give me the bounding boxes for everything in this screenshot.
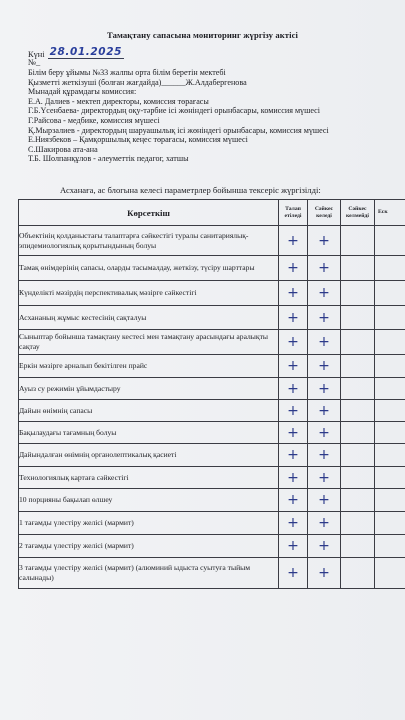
not-complies-cell xyxy=(341,330,375,355)
handwritten-plus-mark: + xyxy=(318,232,330,249)
number-line: №_ xyxy=(28,58,41,67)
complies-cell xyxy=(308,489,341,512)
required-cell xyxy=(279,558,308,589)
note-cell xyxy=(375,558,405,589)
info-line: С.Шакирова ата-ана xyxy=(28,144,98,154)
criterion-cell: Технологиялық картаға сәйкестігі xyxy=(19,467,279,489)
info-line: Г.Райсова - медбике, комиссия мүшесі xyxy=(28,115,160,125)
note-cell xyxy=(375,400,405,422)
required-cell xyxy=(279,489,308,512)
date-value: 28.01.2025 xyxy=(49,46,123,58)
criterion-cell: Асхананың жұмыс кестесінің сақталуы xyxy=(19,306,279,330)
table-row xyxy=(19,444,405,467)
complies-cell xyxy=(308,535,341,558)
note-cell xyxy=(375,467,405,489)
table-header-row xyxy=(19,200,405,226)
handwritten-plus-mark: + xyxy=(318,469,330,486)
handwritten-plus-mark: + xyxy=(287,309,299,326)
not-complies-cell xyxy=(341,378,375,400)
handwritten-plus-mark: + xyxy=(287,260,299,276)
required-cell xyxy=(279,512,308,535)
complies-cell xyxy=(308,378,341,400)
info-line: Е.А. Далиев - мектеп директоры, комиссия төрағасы xyxy=(28,96,209,106)
handwritten-plus-mark: + xyxy=(287,538,299,554)
criterion-cell: 2 тағамды үлестіру желісі (мармит) xyxy=(19,535,279,558)
handwritten-plus-mark: + xyxy=(318,260,330,276)
required-cell xyxy=(279,422,308,444)
date-line xyxy=(28,46,124,59)
required-cell xyxy=(279,355,308,378)
criterion-cell: 1 тағамды үлестіру желісі (мармит) xyxy=(19,512,279,535)
note-cell xyxy=(375,281,405,306)
note-cell xyxy=(375,256,405,281)
handwritten-plus-mark: + xyxy=(318,565,330,581)
not-complies-cell xyxy=(341,467,375,489)
info-line: Т.Б. Шолпанқұлов - әлеуметтік педагог, хатшы xyxy=(28,154,189,164)
complies-cell xyxy=(308,330,341,355)
complies-cell xyxy=(308,467,341,489)
note-cell xyxy=(375,489,405,512)
handwritten-plus-mark: + xyxy=(318,515,330,531)
commission-info xyxy=(28,68,329,164)
table-row xyxy=(19,512,405,535)
info-line: Е.Ниязбеков – Қамқоршылық кеңес төрағасы, комиссия мүшесі xyxy=(28,135,248,145)
complies-cell xyxy=(308,355,341,378)
info-line: Қызметті жеткізуші (болған жағдайда)______Ж.Алдабергенова xyxy=(28,77,247,87)
complies-cell xyxy=(308,256,341,281)
handwritten-plus-mark: + xyxy=(287,565,299,581)
criterion-cell: Объектінің қолданыстағы талаптарға сәйкестігі туралы санитариялық-эпидемиологиялық қорытындының болуы xyxy=(19,226,279,256)
table-row xyxy=(19,422,405,444)
criterion-cell: 10 порцияны бақылап өлшеу xyxy=(19,489,279,512)
info-line: Г.Б.Үсенбаева- директордың оқу-тәрбие ісі жөніндегі орынбасары, комиссия мүшесі xyxy=(28,106,320,116)
info-line: Қ.Мырзалиев - директордың шаруашылық ісі жөніндегі орынбасары, комиссия мүшесі xyxy=(28,125,329,135)
complies-cell xyxy=(308,422,341,444)
info-line: Білім беру ұйымы №33 жалпы орта білім беретін мектебі xyxy=(28,68,226,77)
note-cell xyxy=(375,306,405,330)
handwritten-plus-mark: + xyxy=(287,285,299,301)
table-row xyxy=(19,535,405,558)
handwritten-plus-mark: + xyxy=(287,358,299,374)
document-title: Тамақтану сапасына мониторинг жүргізу актісі xyxy=(106,30,298,40)
handwritten-plus-mark: + xyxy=(287,469,299,486)
criterion-cell: Бақылаудағы тағамның болуы xyxy=(19,422,279,444)
criterion-cell: 3 тағамды үлестіру желісі (мармит) (алюминий ыдыста суытуға тыйым салынады) xyxy=(19,558,279,589)
not-complies-cell xyxy=(341,422,375,444)
date-label: Күні xyxy=(28,50,45,59)
note-cell xyxy=(375,378,405,400)
inspection-table xyxy=(18,199,405,589)
handwritten-plus-mark: + xyxy=(287,447,299,463)
table-row xyxy=(19,489,405,512)
table-row xyxy=(19,378,405,400)
handwritten-plus-mark: + xyxy=(318,402,330,419)
table-row xyxy=(19,400,405,422)
note-cell xyxy=(375,330,405,355)
criterion-cell: Сыныптар бойынша тамақтану кестесі мен тамақтану арасындағы аралықты сақтау xyxy=(19,330,279,355)
handwritten-plus-mark: + xyxy=(318,334,330,350)
header-note: Еск xyxy=(375,200,405,226)
handwritten-plus-mark: + xyxy=(287,515,299,531)
handwritten-plus-mark: + xyxy=(287,402,299,419)
handwritten-plus-mark: + xyxy=(318,492,330,508)
not-complies-cell xyxy=(341,355,375,378)
required-cell xyxy=(279,535,308,558)
handwritten-plus-mark: + xyxy=(287,232,299,249)
handwritten-plus-mark: + xyxy=(287,334,299,350)
header-complies: Сәйкес келеді xyxy=(308,200,341,226)
info-line: Мынадай құрамдағы комиссия: xyxy=(28,87,137,97)
required-cell xyxy=(279,400,308,422)
required-cell xyxy=(279,444,308,467)
criterion-cell: Дайын өнімнің сапасы xyxy=(19,400,279,422)
handwritten-plus-mark: + xyxy=(318,358,330,374)
handwritten-plus-mark: + xyxy=(287,492,299,508)
table-row xyxy=(19,355,405,378)
required-cell xyxy=(279,378,308,400)
not-complies-cell xyxy=(341,400,375,422)
handwritten-plus-mark: + xyxy=(318,309,330,326)
criterion-cell: Күнделікті мәзірдің перспективалық мәзірге сәйкестігі xyxy=(19,281,279,306)
handwritten-plus-mark: + xyxy=(287,380,299,397)
handwritten-plus-mark: + xyxy=(318,447,330,463)
handwritten-plus-mark: + xyxy=(318,285,330,301)
header-required: Талап етіледі xyxy=(279,200,308,226)
complies-cell xyxy=(308,281,341,306)
not-complies-cell xyxy=(341,256,375,281)
handwritten-plus-mark: + xyxy=(318,424,330,441)
required-cell xyxy=(279,306,308,330)
header-not-complies: Сәйкес келмейді xyxy=(341,200,375,226)
table-row xyxy=(19,330,405,355)
not-complies-cell xyxy=(341,512,375,535)
note-cell xyxy=(375,226,405,256)
complies-cell xyxy=(308,444,341,467)
handwritten-plus-mark: + xyxy=(318,380,330,397)
not-complies-cell xyxy=(341,444,375,467)
not-complies-cell xyxy=(341,226,375,256)
table-row xyxy=(19,467,405,489)
criterion-cell: Ауыз су режимін ұйымдастыру xyxy=(19,378,279,400)
required-cell xyxy=(279,226,308,256)
note-cell xyxy=(375,444,405,467)
not-complies-cell xyxy=(341,558,375,589)
required-cell xyxy=(279,330,308,355)
handwritten-plus-mark: + xyxy=(318,538,330,554)
note-cell xyxy=(375,422,405,444)
complies-cell xyxy=(308,226,341,256)
note-cell xyxy=(375,512,405,535)
note-cell xyxy=(375,535,405,558)
header-criterion: Көрсеткіш xyxy=(19,200,279,226)
table-row xyxy=(19,558,405,589)
criterion-cell: Дайындалған өнімнің органолептикалық қасиеті xyxy=(19,444,279,467)
complies-cell xyxy=(308,558,341,589)
note-cell xyxy=(375,355,405,378)
handwritten-plus-mark: + xyxy=(287,424,299,441)
not-complies-cell xyxy=(341,281,375,306)
criterion-cell: Еркін мәзірге арналып бекітілген прайс xyxy=(19,355,279,378)
table-row xyxy=(19,226,405,256)
table-row xyxy=(19,256,405,281)
required-cell xyxy=(279,256,308,281)
not-complies-cell xyxy=(341,306,375,330)
required-cell xyxy=(279,281,308,306)
complies-cell xyxy=(308,306,341,330)
inspection-subtitle: Асханаға, ас блогына келесі параметрлер бойынша тексеріс жүргізілді: xyxy=(60,185,321,195)
table-row xyxy=(19,306,405,330)
not-complies-cell xyxy=(341,489,375,512)
criterion-cell: Тамақ өнімдерінің сапасы, оларды тасымалдау, жеткізу, түсіру шарттары xyxy=(19,256,279,281)
table-row xyxy=(19,281,405,306)
complies-cell xyxy=(308,400,341,422)
complies-cell xyxy=(308,512,341,535)
not-complies-cell xyxy=(341,535,375,558)
required-cell xyxy=(279,467,308,489)
